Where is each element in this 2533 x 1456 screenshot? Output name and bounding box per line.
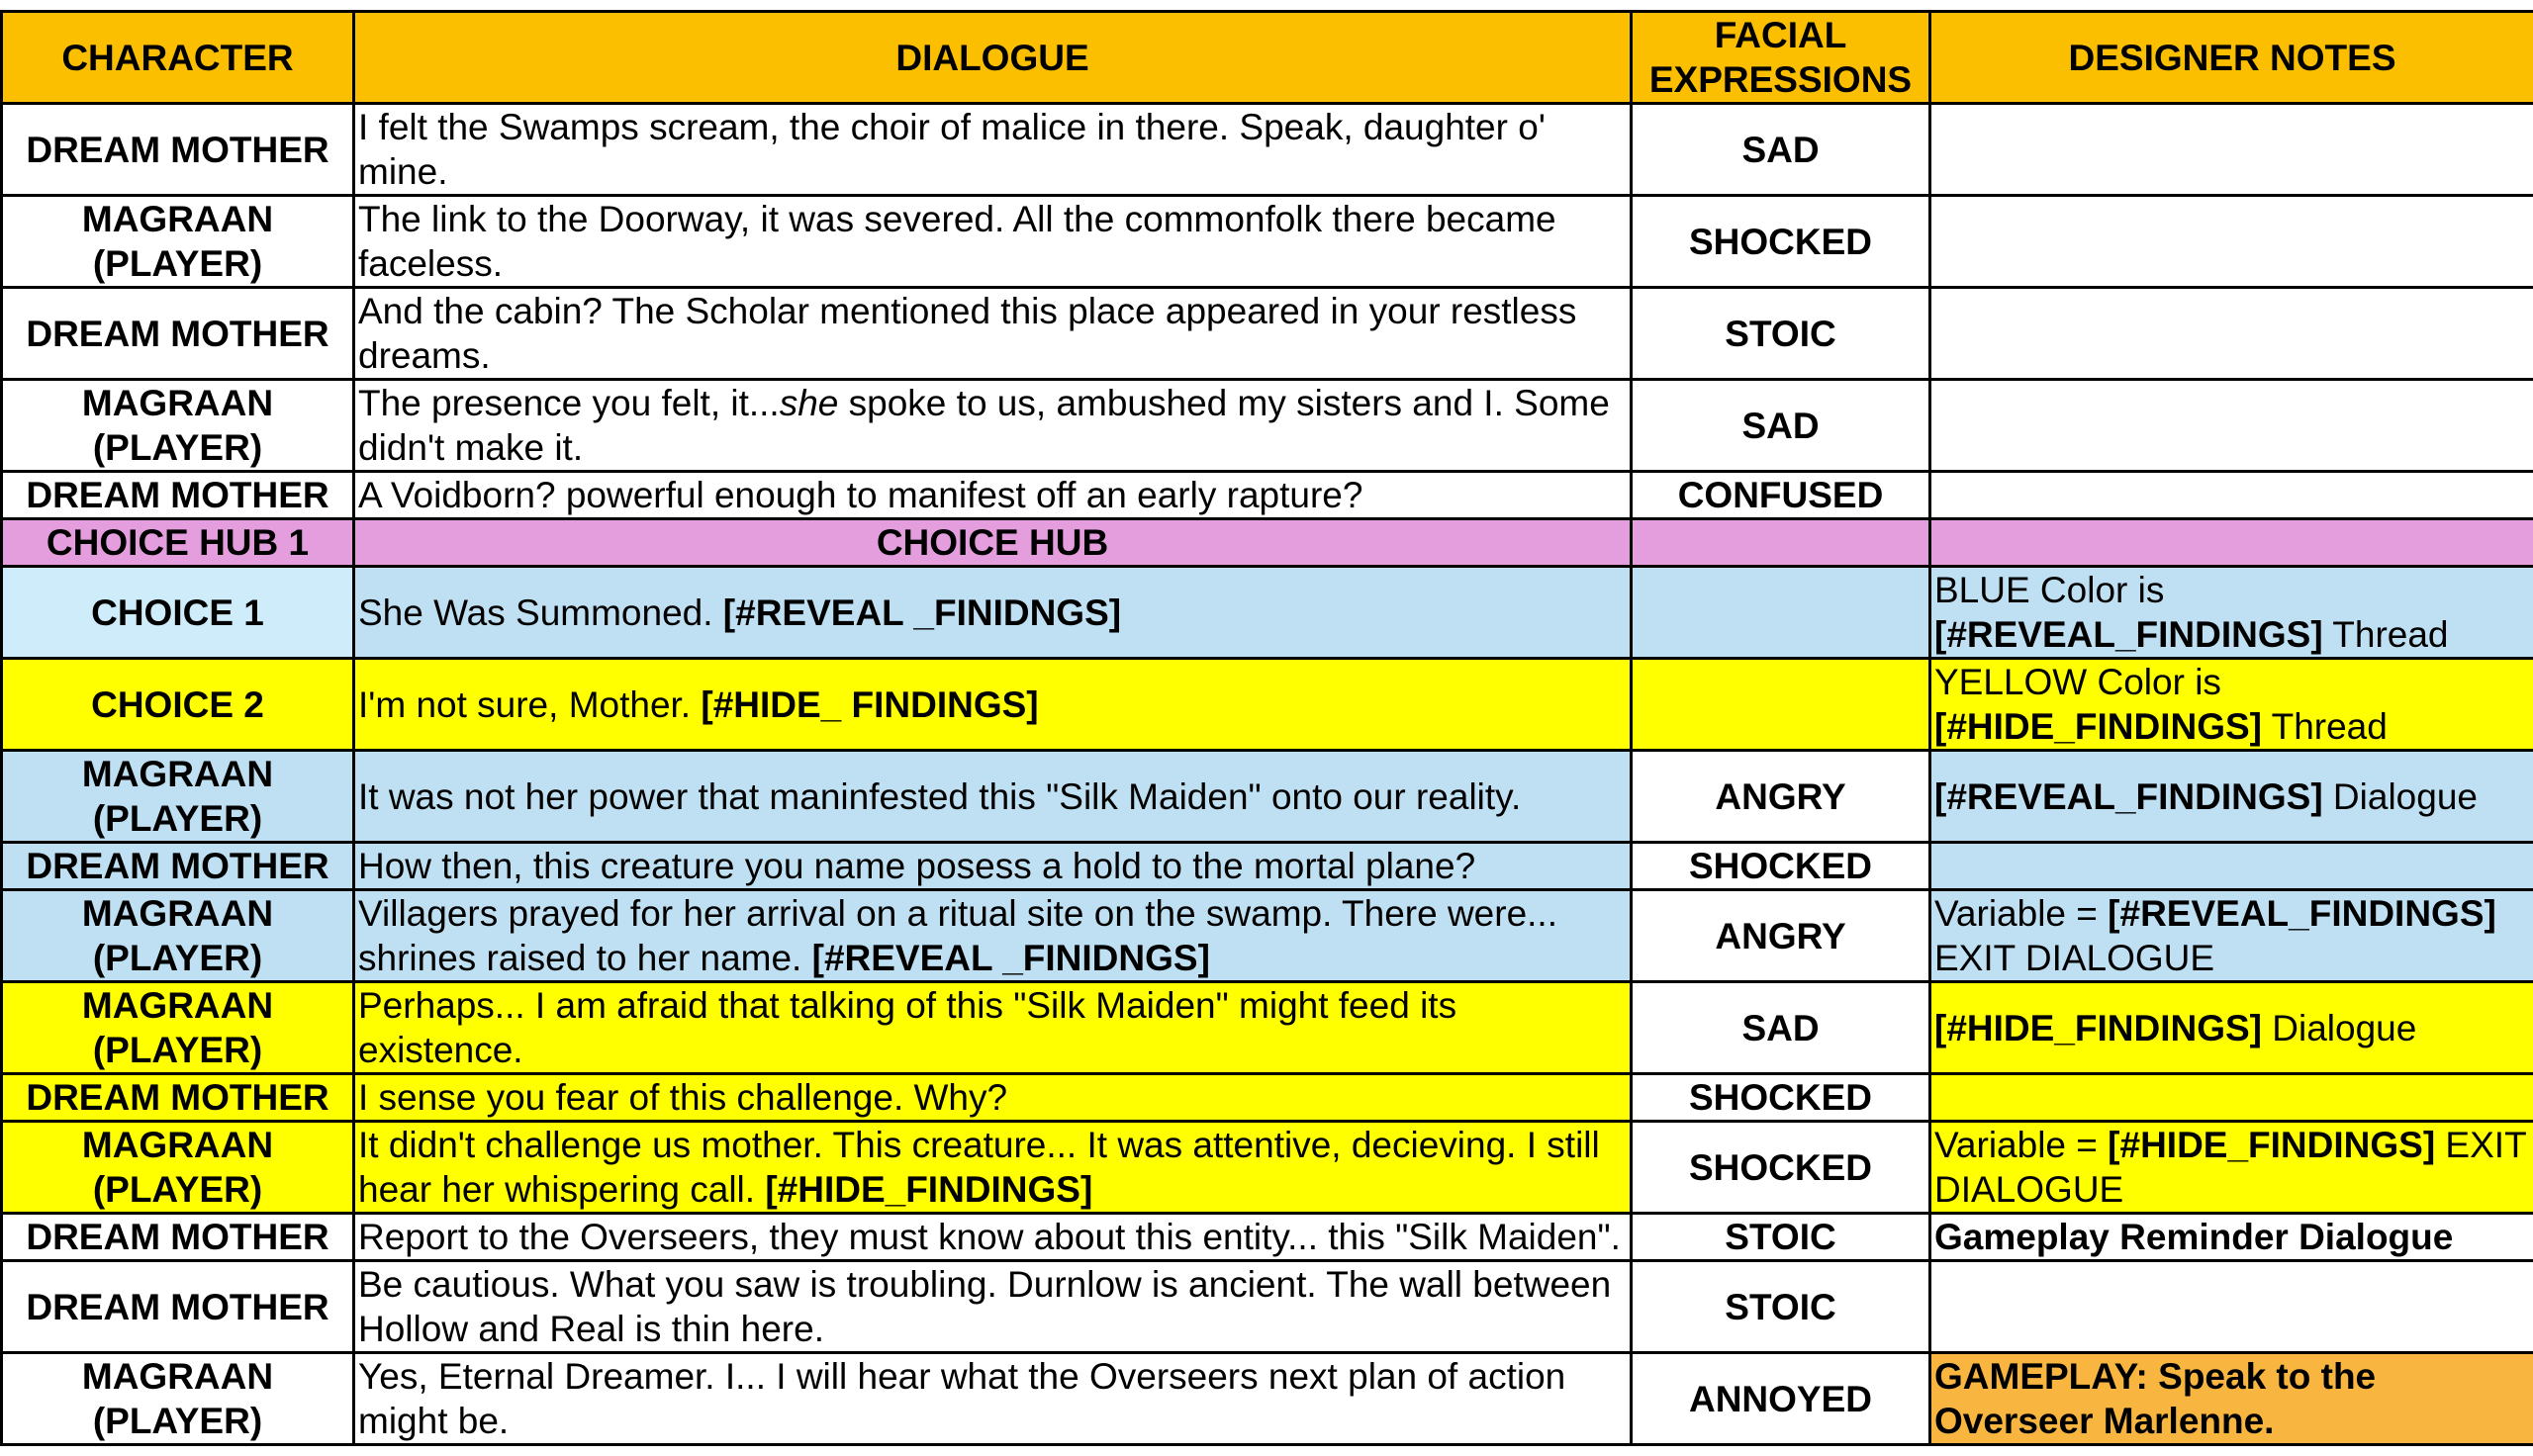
dialogue-cell: I felt the Swamps scream, the choir of malice in there. Speak, daughter o' mine. bbox=[354, 104, 1632, 196]
notes-cell bbox=[1930, 519, 2533, 567]
expression-cell: SAD bbox=[1632, 104, 1930, 196]
character-cell: MAGRAAN (PLAYER) bbox=[2, 890, 354, 982]
expression-cell: CONFUSED bbox=[1632, 472, 1930, 519]
notes-text: YELLOW Color is bbox=[1934, 662, 2221, 702]
dialogue-cell: I sense you fear of this challenge. Why? bbox=[354, 1074, 1632, 1122]
character-cell: DREAM MOTHER bbox=[2, 1074, 354, 1122]
character-cell: DREAM MOTHER bbox=[2, 472, 354, 519]
table-row bbox=[2, 380, 2533, 472]
dialogue-cell: And the cabin? The Scholar mentioned this place appeared in your restless dreams. bbox=[354, 288, 1632, 380]
table-row bbox=[2, 751, 2533, 843]
thread-tag: [#HIDE_ FINDINGS] bbox=[701, 683, 1039, 725]
expression-cell: SHOCKED bbox=[1632, 1122, 1930, 1214]
dialogue-cell: How then, this creature you name posess a hold to the mortal plane? bbox=[354, 843, 1632, 890]
notes-text: Thread bbox=[2261, 706, 2388, 747]
expression-cell: ANNOYED bbox=[1632, 1353, 1930, 1445]
table-row bbox=[2, 1074, 2533, 1122]
choice-hub-row bbox=[2, 519, 2533, 567]
dialogue-text: Villagers prayed for her arrival on a ritual site on the swamp. There were... shrines raised to her name. bbox=[358, 893, 1557, 978]
notes-cell bbox=[1930, 982, 2533, 1074]
table-row bbox=[2, 1214, 2533, 1261]
expression-cell: ANGRY bbox=[1632, 890, 1930, 982]
expression-cell bbox=[1632, 519, 1930, 567]
thread-tag: [#HIDE_FINDINGS] bbox=[1934, 706, 2262, 747]
notes-text: EXIT DIALOGUE bbox=[1934, 1125, 2527, 1210]
notes-cell bbox=[1930, 288, 2533, 380]
table-row bbox=[2, 472, 2533, 519]
notes-text: EXIT DIALOGUE bbox=[1934, 938, 2215, 978]
expression-cell: SHOCKED bbox=[1632, 843, 1930, 890]
table-row bbox=[2, 196, 2533, 288]
character-cell: DREAM MOTHER bbox=[2, 288, 354, 380]
dialogue-cell bbox=[354, 380, 1632, 472]
notes-text: Dialogue bbox=[2261, 1007, 2417, 1048]
character-cell: DREAM MOTHER bbox=[2, 104, 354, 196]
expression-cell bbox=[1632, 659, 1930, 751]
expression-cell: STOIC bbox=[1632, 288, 1930, 380]
dialogue-cell bbox=[354, 567, 1632, 659]
dialogue-cell: It was not her power that maninfested this "Silk Maiden" onto our reality. bbox=[354, 751, 1632, 843]
character-cell: MAGRAAN (PLAYER) bbox=[2, 1122, 354, 1214]
table-row bbox=[2, 843, 2533, 890]
expression-cell: STOIC bbox=[1632, 1214, 1930, 1261]
character-cell: MAGRAAN (PLAYER) bbox=[2, 982, 354, 1074]
notes-text: Thread bbox=[2322, 614, 2449, 655]
character-cell: CHOICE 2 bbox=[2, 659, 354, 751]
character-cell: DREAM MOTHER bbox=[2, 1261, 354, 1353]
dialogue-text: The presence you felt, it... bbox=[358, 383, 780, 423]
gameplay-note-cell: GAMEPLAY: Speak to the Overseer Marlenne. bbox=[1930, 1353, 2533, 1445]
dialogue-text: spoke to us, ambushed my sisters and I. Some didn't make it. bbox=[358, 383, 1610, 468]
table-row bbox=[2, 1122, 2533, 1214]
character-cell: DREAM MOTHER bbox=[2, 843, 354, 890]
expression-cell: SHOCKED bbox=[1632, 196, 1930, 288]
header-dialogue: DIALOGUE bbox=[354, 12, 1632, 104]
thread-tag: [#REVEAL_FINDINGS] bbox=[1934, 775, 2323, 817]
notes-cell bbox=[1930, 472, 2533, 519]
character-cell: MAGRAAN (PLAYER) bbox=[2, 196, 354, 288]
header-designer-notes: DESIGNER NOTES bbox=[1930, 12, 2533, 104]
notes-cell bbox=[1930, 380, 2533, 472]
expression-cell: ANGRY bbox=[1632, 751, 1930, 843]
character-cell: MAGRAAN (PLAYER) bbox=[2, 751, 354, 843]
notes-text: BLUE Color is bbox=[1934, 570, 2165, 610]
thread-tag: [#REVEAL_FINDINGS] bbox=[1934, 614, 2323, 655]
character-cell: MAGRAAN (PLAYER) bbox=[2, 1353, 354, 1445]
dialogue-cell bbox=[354, 1122, 1632, 1214]
character-cell: MAGRAAN (PLAYER) bbox=[2, 380, 354, 472]
header-character: CHARACTER bbox=[2, 12, 354, 104]
expression-cell: SHOCKED bbox=[1632, 1074, 1930, 1122]
dialogue-cell: Be cautious. What you saw is troubling. Durnlow is ancient. The wall between Hollow and Real is thin here. bbox=[354, 1261, 1632, 1353]
dialogue-text: She Was Summoned. bbox=[358, 592, 723, 633]
dialogue-cell: A Voidborn? powerful enough to manifest off an early rapture? bbox=[354, 472, 1632, 519]
notes-cell bbox=[1930, 890, 2533, 982]
dialogue-cell: Yes, Eternal Dreamer. I... I will hear what the Overseers next plan of action might be. bbox=[354, 1353, 1632, 1445]
expression-cell bbox=[1632, 567, 1930, 659]
dialogue-script-table bbox=[0, 10, 2533, 1446]
notes-text: Dialogue bbox=[2322, 775, 2478, 817]
notes-cell bbox=[1930, 751, 2533, 843]
table-row bbox=[2, 104, 2533, 196]
header-row bbox=[2, 12, 2533, 104]
dialogue-cell bbox=[354, 659, 1632, 751]
dialogue-cell: Perhaps... I am afraid that talking of this "Silk Maiden" might feed its existence. bbox=[354, 982, 1632, 1074]
dialogue-text: I'm not sure, Mother. bbox=[358, 683, 702, 725]
thread-tag: [#HIDE_FINDINGS] bbox=[1934, 1007, 2262, 1048]
thread-tag: [#REVEAL _FINIDNGS] bbox=[811, 938, 1210, 978]
dialogue-cell: The link to the Doorway, it was severed. All the commonfolk there became faceless. bbox=[354, 196, 1632, 288]
table-row bbox=[2, 982, 2533, 1074]
thread-tag: [#HIDE_FINDINGS] bbox=[765, 1169, 1093, 1210]
dialogue-text: It didn't challenge us mother. This creature... It was attentive, decieving. I still hear her whispering call. bbox=[358, 1125, 1600, 1210]
notes-cell bbox=[1930, 1074, 2533, 1122]
notes-text: Variable = bbox=[1934, 1125, 2109, 1165]
notes-text: Variable = bbox=[1934, 893, 2109, 934]
dialogue-cell bbox=[354, 890, 1632, 982]
dialogue-cell: Report to the Overseers, they must know about this entity... this "Silk Maiden". bbox=[354, 1214, 1632, 1261]
notes-cell bbox=[1930, 104, 2533, 196]
choice-row-reveal bbox=[2, 567, 2533, 659]
notes-cell: Gameplay Reminder Dialogue bbox=[1930, 1214, 2533, 1261]
notes-cell bbox=[1930, 1261, 2533, 1353]
character-cell: CHOICE HUB 1 bbox=[2, 519, 354, 567]
table-row bbox=[2, 1261, 2533, 1353]
notes-cell bbox=[1930, 196, 2533, 288]
character-cell: CHOICE 1 bbox=[2, 567, 354, 659]
table-row bbox=[2, 288, 2533, 380]
choice-row-hide bbox=[2, 659, 2533, 751]
notes-cell bbox=[1930, 659, 2533, 751]
character-cell: DREAM MOTHER bbox=[2, 1214, 354, 1261]
thread-tag: [#REVEAL _FINIDNGS] bbox=[722, 592, 1122, 633]
table-row bbox=[2, 890, 2533, 982]
expression-cell: SAD bbox=[1632, 982, 1930, 1074]
thread-tag: [#HIDE_FINDINGS] bbox=[2108, 1125, 2436, 1165]
expression-cell: SAD bbox=[1632, 380, 1930, 472]
dialogue-cell: CHOICE HUB bbox=[354, 519, 1632, 567]
notes-cell bbox=[1930, 1122, 2533, 1214]
thread-tag: [#REVEAL_FINDINGS] bbox=[2108, 893, 2496, 934]
header-facial-expressions: FACIAL EXPRESSIONS bbox=[1632, 12, 1930, 104]
notes-cell bbox=[1930, 567, 2533, 659]
table-row bbox=[2, 1353, 2533, 1445]
expression-cell: STOIC bbox=[1632, 1261, 1930, 1353]
dialogue-italic-text: she bbox=[779, 383, 839, 423]
notes-cell bbox=[1930, 843, 2533, 890]
